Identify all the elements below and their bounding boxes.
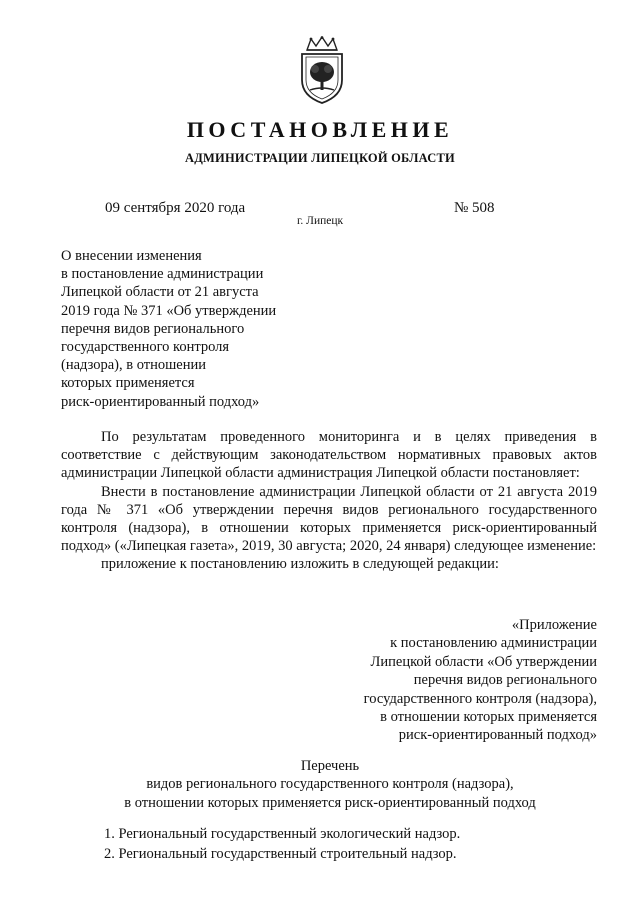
body-paragraph-instruction: приложение к постановлению изложить в следующей редакции: <box>101 556 499 573</box>
list-title-line: видов регионального государственного контроля (надзора), <box>146 776 514 793</box>
appendix-header <box>364 616 597 745</box>
list-title-line: Перечень <box>300 758 360 774</box>
heading-line: (надзора), в отношении <box>61 357 206 374</box>
list-item: 1. Региональный государственный экологический надзор. <box>104 826 461 842</box>
coat-of-arms-icon <box>297 36 347 106</box>
document-subtitle: АДМИНИСТРАЦИИ ЛИПЕЦКОЙ ОБЛАСТИ <box>185 151 455 165</box>
appendix-line: «Приложение <box>511 617 597 633</box>
document-title: ПОСТАНОВЛЕНИЕ <box>186 117 454 142</box>
document-date: 09 сентября 2020 года <box>105 200 246 216</box>
heading-line: 2019 года № 371 «Об утверждении <box>61 302 277 319</box>
heading-line: государственного контроля <box>61 339 230 356</box>
body-paragraph-amendment: Внести в постановление администрации Липецкой области от 21 августа 2019 года № 371 «Об утверждении перечня видов регионального государственного контроля (надзора), в отношении которых применяется риск-ориентированный подход» («Липецкая газета», 2019, 30 августа; 2020, 24 января) следующее изменение: <box>61 483 597 555</box>
appendix-line: в отношении которых применяется <box>380 709 597 726</box>
appendix-line: Липецкой области «Об утверждении <box>370 653 597 670</box>
document-number: № 508 <box>454 200 495 216</box>
heading-line: риск-ориентированный подход» <box>61 393 260 410</box>
heading-line: в постановление администрации <box>61 266 264 283</box>
heading-line: перечня видов регионального <box>61 320 245 337</box>
heading-line: Липецкой области от 21 августа <box>61 284 259 301</box>
appendix-line: перечня видов регионального <box>413 672 597 689</box>
appendix-line: риск-ориентированный подход» <box>398 727 597 744</box>
list-title-line: в отношении которых применяется риск-ориентированный подход <box>124 794 536 811</box>
resolution-heading <box>61 247 301 411</box>
document-city: г. Липецк <box>297 215 344 227</box>
heading-line: О внесении изменения <box>61 248 202 264</box>
resolution-body <box>61 428 597 574</box>
appendix-line: государственного контроля (надзора), <box>363 690 597 707</box>
list-item: 2. Региональный государственный строительный надзор. <box>104 845 457 862</box>
control-types-list <box>104 825 460 864</box>
heading-line: которых применяется <box>61 375 195 392</box>
list-title <box>0 757 640 812</box>
appendix-line: к постановлению администрации <box>390 635 597 652</box>
body-paragraph-preamble: По результатам проведенного мониторинга и в целях приведения в соответствие с действующим законодательством нормативных правовых актов администрации Липецкой области администрация Липецкой области постановляет: <box>61 429 597 482</box>
